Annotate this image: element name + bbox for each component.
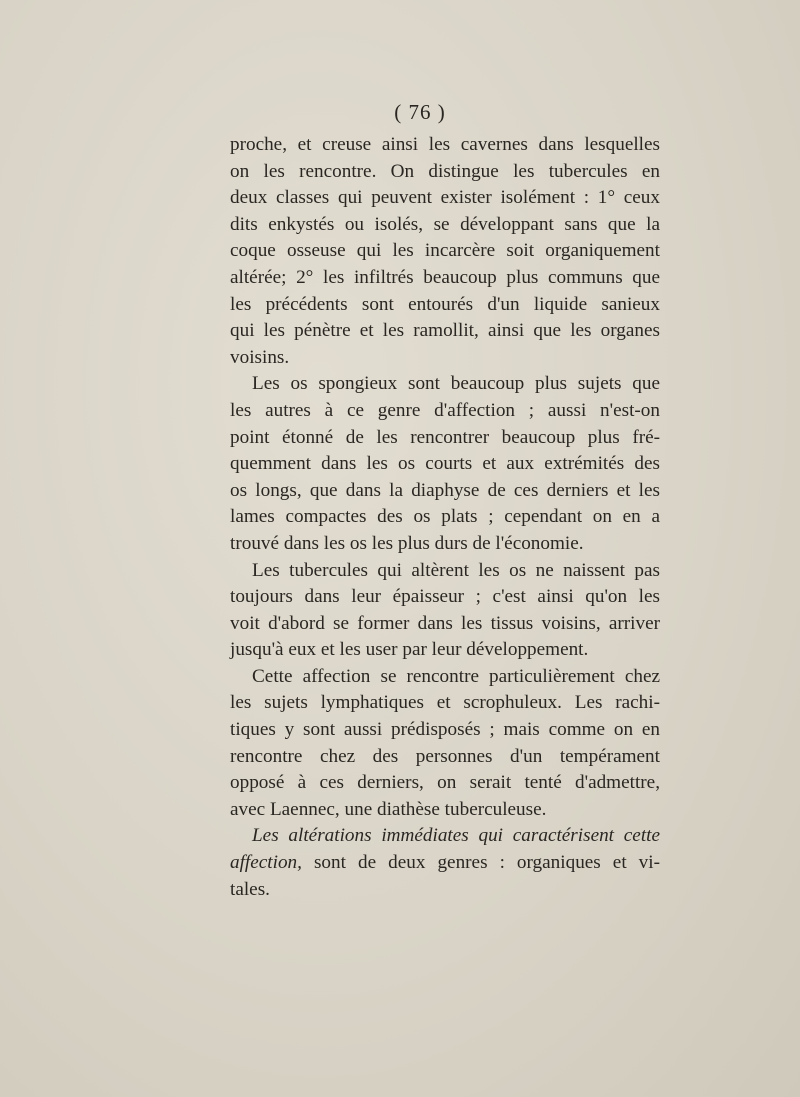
- italic-text-line: Les altérations immédiates qui caractérisent cette: [252, 825, 660, 847]
- text-line: les autres à ce genre d'affection ; aussi n'est-on: [230, 399, 660, 421]
- text-phrase: sont de deux genres : organiques et vi-: [301, 852, 660, 874]
- text-line: os longs, que dans la diaphyse de ces derniers et les: [230, 479, 660, 501]
- text-line: proche, et creuse ainsi les cavernes dans lesquelles: [230, 134, 660, 155]
- page-number: ( 76 ): [394, 100, 446, 124]
- text-line: voit d'abord se former dans les tissus voisins, arriver: [230, 612, 660, 634]
- text-line: coque osseuse qui les incarcère soit organiquement: [230, 240, 660, 262]
- text-line: tiques y sont aussi prédisposés ; mais comme on en: [230, 719, 660, 741]
- text-line: Les os spongieux sont beaucoup plus sujets que: [252, 373, 660, 395]
- body-text: [230, 132, 660, 903]
- text-line: tales.: [230, 878, 270, 900]
- text-line: lames compactes des os plats ; cependant on en a: [230, 506, 660, 528]
- text-line: altérée; 2° les infiltrés beaucoup plus communs que: [230, 266, 660, 288]
- text-line: toujours dans leur épaisseur ; c'est ainsi qu'on les: [230, 586, 660, 608]
- paragraph: [230, 558, 660, 664]
- paragraph: [230, 132, 660, 371]
- text-line: trouvé dans les os les plus durs de l'économie.: [230, 532, 584, 554]
- text-line: quemment dans les os courts et aux extrémités des: [230, 453, 660, 475]
- text-line: les sujets lymphatiques et scrophuleux. Les rachi-: [230, 692, 660, 714]
- text-line: [230, 850, 660, 877]
- text-line: voisins.: [230, 346, 290, 368]
- text-line: qui les pénètre et les ramollit, ainsi que les organes: [230, 320, 660, 342]
- text-line: Les tubercules qui altèrent les os ne naissent pas: [252, 559, 660, 581]
- text-line: les précédents sont entourés d'un liquide sanieux: [230, 293, 660, 315]
- text-line: avec Laennec, une diathèse tuberculeuse.: [230, 798, 547, 820]
- text-line: jusqu'à eux et les user par leur développement.: [230, 639, 589, 661]
- text-line: rencontre chez des personnes d'un tempérament: [230, 745, 660, 767]
- text-line: point étonné de les rencontrer beaucoup plus fré-: [230, 426, 660, 448]
- text-line: on les rencontre. On distingue les tubercules en: [230, 160, 660, 182]
- paragraph: [230, 371, 660, 557]
- text-line: dits enkystés ou isolés, se développant sans que la: [230, 213, 660, 235]
- paragraph: [230, 664, 660, 824]
- text-line: Cette affection se rencontre particulièrement chez: [252, 665, 660, 687]
- paragraph: [230, 823, 660, 903]
- text-line: deux classes qui peuvent exister isolément : 1° ceux: [230, 187, 660, 209]
- text-line: opposé à ces derniers, on serait tenté d'admettre,: [230, 772, 660, 794]
- italic-phrase: affection,: [230, 852, 302, 874]
